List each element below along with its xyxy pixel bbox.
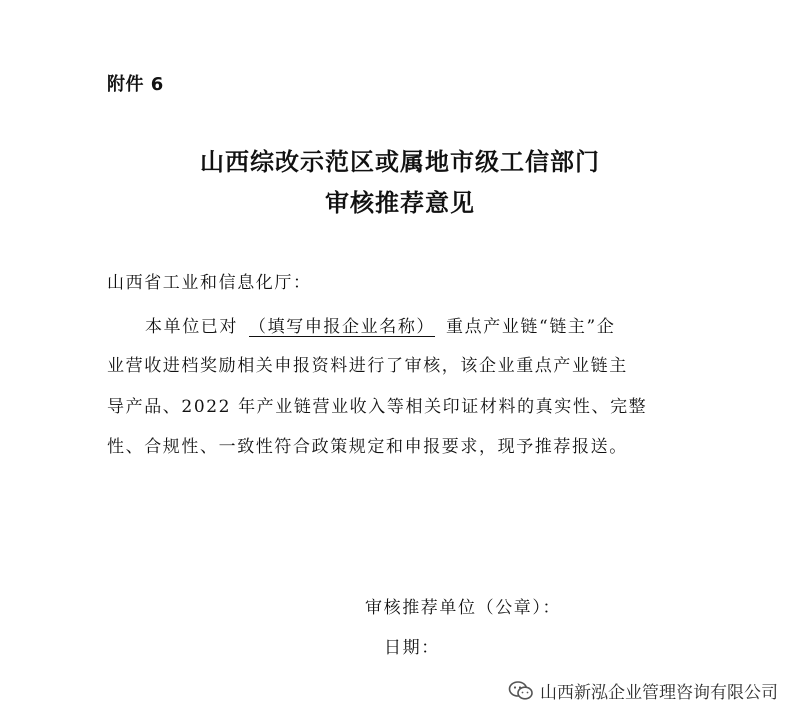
watermark xyxy=(508,678,778,703)
salutation: 山西省工业和信息化厅： xyxy=(107,273,312,293)
paragraph-line-1 xyxy=(145,312,615,337)
date-label: 日期： xyxy=(384,638,440,658)
paragraph-line-4: 性、合规性、一致性符合政策规定和申报要求，现予推荐报送。 xyxy=(107,437,628,457)
document-title-line-1: 山西综改示范区或属地市级工信部门 xyxy=(200,147,600,176)
seal-label: 审核推荐单位（公章）： xyxy=(365,598,562,618)
paragraph-line-3: 导产品、2022 年产业链营业收入等相关印证材料的真实性、完整 xyxy=(107,397,648,417)
document-title-line-2: 审核推荐意见 xyxy=(325,188,475,217)
company-name-blank: （填写申报企业名称） xyxy=(249,317,436,337)
paragraph-line-1-suffix: 重点产业链“链主”企 xyxy=(446,317,616,337)
watermark-text: 山西新泓企业管理咨询有限公司 xyxy=(540,683,778,703)
paragraph-line-1-prefix: 本单位已对 xyxy=(145,317,238,337)
wechat-icon xyxy=(508,680,534,702)
attachment-label: 附件 6 xyxy=(107,74,164,95)
paragraph-line-2: 业营收进档奖励相关申报资料进行了审核，该企业重点产业链主 xyxy=(107,356,628,376)
